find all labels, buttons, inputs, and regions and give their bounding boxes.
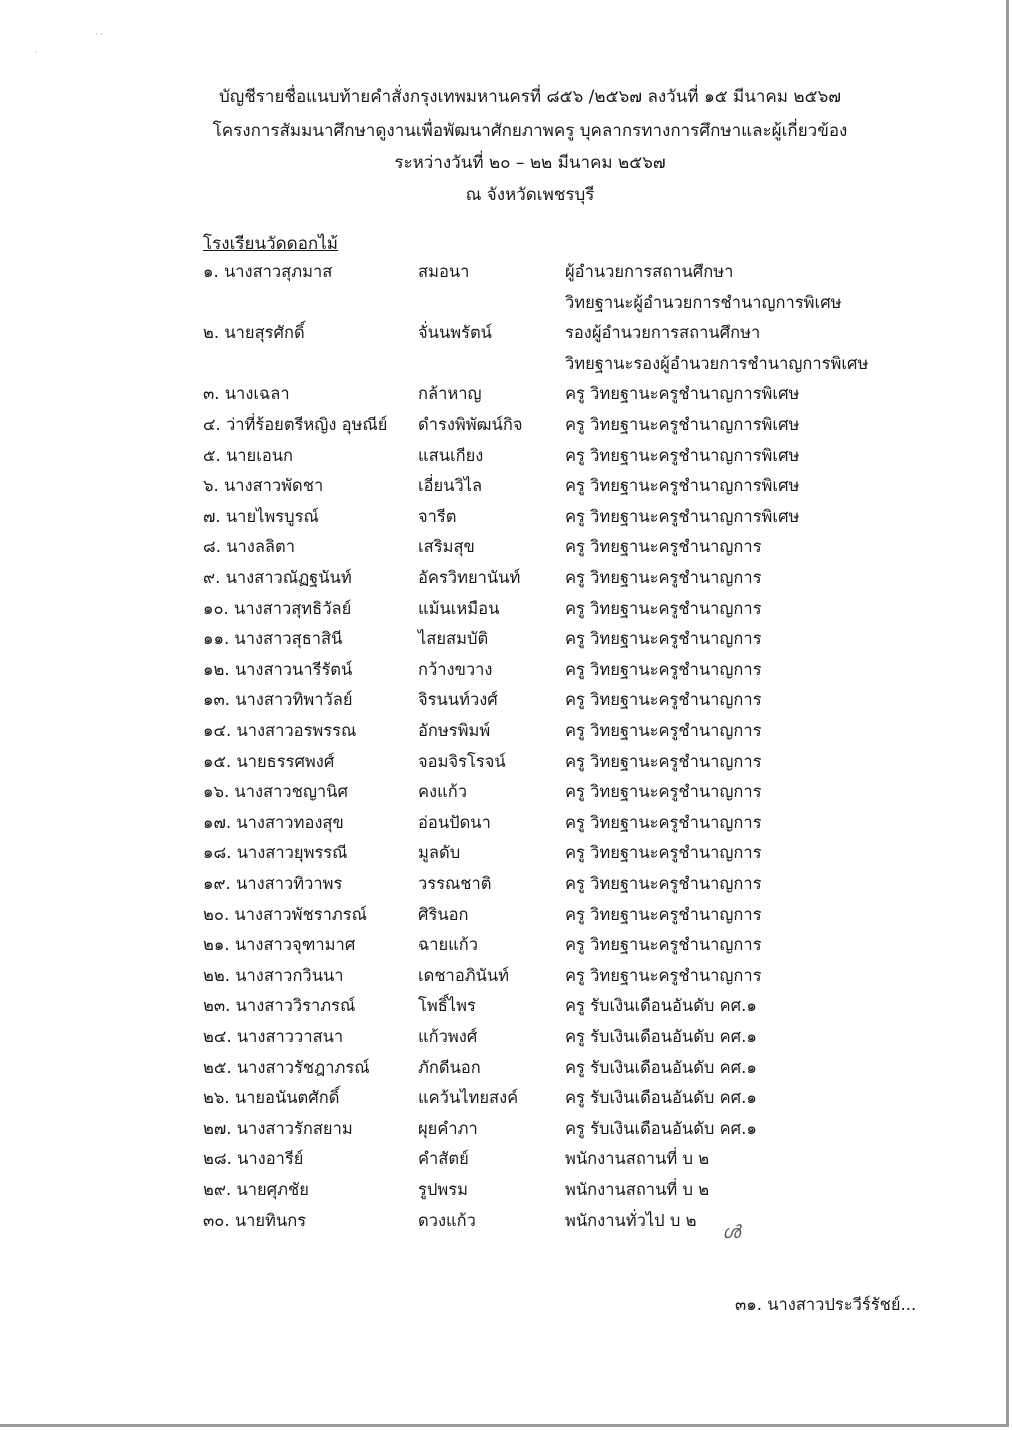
footer-continuation: ๓๑. นางสาวประวีร์รัชย์...	[735, 1295, 917, 1314]
header-line-4: ณ จังหวัดเพชรบุรี	[465, 185, 595, 205]
person-name: ๓๐. นายทินกร	[203, 1210, 307, 1230]
person-name: ๒๘. นางอารีย์	[203, 1149, 304, 1169]
person-position: ครู วิทยฐานะครูชำนาญการพิเศษ	[565, 476, 800, 496]
person-position: ครู วิทยฐานะครูชำนาญการ	[565, 690, 762, 710]
person-position: ครู วิทยฐานะครูชำนาญการ	[565, 537, 762, 557]
list-item	[0, 1179, 1006, 1209]
person-surname: คำสัตย์	[418, 1149, 469, 1169]
list-item	[0, 659, 1006, 689]
person-name: ๑๐. นางสาวสุทธิวัลย์	[203, 598, 352, 618]
person-surname: จิรนนท์วงศ์	[418, 690, 498, 710]
person-surname: อัครวิทยานันท์	[418, 568, 521, 587]
person-surname: จั่นนพรัตน์	[418, 323, 492, 343]
person-name: ๑๙. นางสาวทิวาพร	[203, 874, 343, 893]
person-position: ครู วิทยฐานะครูชำนาญการ	[565, 904, 762, 924]
person-position: ครู วิทยฐานะครูชำนาญการ	[565, 659, 762, 679]
person-surname: ดวงแก้ว	[418, 1210, 476, 1230]
person-position: ครู รับเงินเดือนอันดับ คศ.๑	[565, 996, 757, 1016]
person-surname: โพธิ์ไพร	[418, 996, 476, 1016]
person-surname: รูปพรม	[418, 1180, 468, 1199]
list-item	[0, 1087, 1006, 1117]
person-name: ๒. นายสุรศักดิ์	[203, 323, 305, 343]
list-item	[0, 934, 1006, 964]
person-name: ๑๑. นางสาวสุธาสินี	[203, 629, 343, 649]
person-position: ผู้อำนวยการสถานศึกษา	[565, 262, 734, 281]
person-position: ครู วิทยฐานะครูชำนาญการ	[565, 751, 762, 771]
person-name: ๑๘. นางสาวยุพรรณี	[203, 843, 348, 863]
list-item	[0, 445, 1006, 475]
list-item	[0, 842, 1006, 872]
person-name: ๓. นางเฉลา	[203, 384, 290, 404]
person-name: ๔. ว่าที่ร้อยตรีหญิง อุษณีย์	[203, 415, 388, 434]
list-item-continuation	[0, 292, 1006, 322]
person-name: ๒๕. นางสาวรัชฎาภรณ์	[203, 1057, 370, 1077]
person-surname: เดชาอภินันท์	[418, 965, 510, 985]
person-name: ๒๑. นางสาวจุฑามาศ	[203, 935, 356, 955]
person-position: ครู วิทยฐานะครูชำนาญการ	[565, 721, 762, 740]
initial-mark: ൾ	[722, 1222, 741, 1243]
person-position: วิทยฐานะรองผู้อำนวยการชำนาญการพิเศษ	[565, 353, 869, 373]
person-name: ๒๗. นางสาวรักสยาม	[203, 1118, 353, 1138]
person-position: วิทยฐานะผู้อำนวยการชำนาญการพิเศษ	[565, 292, 842, 312]
person-name: ๑๖. นางสาวชญานิศ	[203, 782, 348, 802]
person-position: รองผู้อำนวยการสถานศึกษา	[565, 323, 761, 343]
list-item	[0, 567, 1006, 597]
person-surname: อักษรพิมพ์	[418, 721, 491, 740]
list-item	[0, 322, 1006, 352]
person-position: ครู วิทยฐานะครูชำนาญการ	[565, 568, 762, 587]
person-position: ครู รับเงินเดือนอันดับ คศ.๑	[565, 1057, 757, 1077]
scan-speck: · ·	[95, 30, 103, 39]
person-name: ๑๓. นางสาวทิพาวัลย์	[203, 690, 353, 710]
person-position: ครู วิทยฐานะครูชำนาญการ	[565, 843, 762, 863]
person-name: ๙. นางสาวณัฏฐนันท์	[203, 568, 352, 587]
list-item	[0, 1026, 1006, 1056]
person-position: ครู วิทยฐานะครูชำนาญการ	[565, 629, 762, 649]
person-position: ครู วิทยฐานะครูชำนาญการ	[565, 965, 762, 985]
person-name: ๒๓. นางสาววิราภรณ์	[203, 996, 356, 1016]
person-surname: แสนเกียง	[418, 445, 484, 465]
list-item	[0, 1210, 1006, 1240]
person-name: ๒๙. นายศุภชัย	[203, 1180, 309, 1199]
person-surname: ดำรงพิพัฒน์กิจ	[418, 415, 523, 434]
list-item	[0, 1057, 1006, 1087]
person-name: ๑๔. นางสาวอรพรรณ	[203, 721, 357, 740]
list-item	[0, 598, 1006, 628]
list-item	[0, 873, 1006, 903]
person-surname: อ่อนปัดนา	[418, 812, 491, 832]
person-surname: แก้วพงศ์	[418, 1027, 478, 1046]
person-name: ๑๗. นางสาวทองสุข	[203, 812, 344, 832]
person-position: ครู วิทยฐานะครูชำนาญการ	[565, 874, 762, 893]
person-surname: ไสยสมบัติ	[418, 629, 489, 649]
header-line-3: ระหว่างวันที่ ๒๐ – ๒๒ มีนาคม ๒๕๖๗	[394, 153, 666, 173]
person-surname: กว้างขวาง	[418, 659, 493, 679]
list-item	[0, 1148, 1006, 1178]
list-item	[0, 720, 1006, 750]
person-position: ครู รับเงินเดือนอันดับ คศ.๑	[565, 1118, 757, 1138]
person-name: ๑. นางสาวสุภมาส	[203, 262, 333, 281]
person-surname: มูลดับ	[418, 843, 461, 863]
list-item	[0, 1118, 1006, 1148]
person-name: ๗. นายไพรบูรณ์	[203, 506, 319, 526]
person-surname: แคว้นไทยสงค์	[418, 1088, 519, 1108]
list-item	[0, 751, 1006, 781]
list-item	[0, 812, 1006, 842]
person-position: พนักงานทั่วไป บ ๒	[565, 1210, 697, 1230]
person-position: ครู วิทยฐานะครูชำนาญการ	[565, 598, 762, 618]
list-item	[0, 904, 1006, 934]
list-item	[0, 475, 1006, 505]
person-name: ๕. นายเอนก	[203, 445, 294, 465]
person-surname: เอี่ยนวิไล	[418, 476, 483, 496]
person-position: ครู วิทยฐานะครูชำนาญการ	[565, 812, 762, 832]
person-name: ๖. นางสาวพัดชา	[203, 476, 324, 496]
list-item	[0, 383, 1006, 413]
list-item	[0, 506, 1006, 536]
person-position: ครู รับเงินเดือนอันดับ คศ.๑	[565, 1027, 757, 1046]
person-surname: ฉายแก้ว	[418, 935, 479, 955]
person-surname: กล้าหาญ	[418, 384, 482, 404]
person-surname: ภักดีนอก	[418, 1057, 481, 1077]
list-item-continuation	[0, 353, 1006, 383]
person-surname: เสริมสุข	[418, 537, 475, 557]
person-position: ครู วิทยฐานะครูชำนาญการพิเศษ	[565, 384, 800, 404]
scan-speck: ·	[35, 48, 38, 57]
person-position: ครู วิทยฐานะครูชำนาญการพิเศษ	[565, 415, 800, 434]
person-surname: ศิรินอก	[418, 904, 469, 924]
person-name: ๑๕. นายธรรศพงศ์	[203, 751, 335, 771]
section-title: โรงเรียนวัดดอกไม้	[203, 234, 338, 254]
header-line-1: บัญชีรายชื่อแนบท้ายคำสั่งกรุงเทพมหานครที่ ๘๕๖ /๒๕๖๗ ลงวันที่ ๑๕ มีนาคม ๒๕๖๗	[218, 87, 842, 107]
list-item	[0, 781, 1006, 811]
person-name: ๑๒. นางสาวนารีรัตน์	[203, 659, 353, 679]
list-item	[0, 995, 1006, 1025]
person-surname: จอมจิรโรจน์	[418, 751, 506, 771]
person-position: ครู วิทยฐานะครูชำนาญการพิเศษ	[565, 506, 800, 526]
list-item	[0, 414, 1006, 444]
list-item	[0, 965, 1006, 995]
person-name: ๒๒. นางสาวกวินนา	[203, 965, 344, 985]
list-item	[0, 536, 1006, 566]
header-line-2: โครงการสัมมนาศึกษาดูงานเพื่อพัฒนาศักยภาพครู บุคลากรทางการศึกษาและผู้เกี่ยวข้อง	[212, 121, 848, 141]
person-position: ครู รับเงินเดือนอันดับ คศ.๑	[565, 1088, 757, 1108]
person-surname: คงแก้ว	[418, 782, 467, 802]
list-item	[0, 689, 1006, 719]
person-surname: วรรณชาติ	[418, 874, 492, 893]
person-surname: แม้นเหมือน	[418, 598, 500, 618]
person-surname: สมอนา	[418, 262, 470, 281]
list-item	[0, 261, 1006, 291]
person-surname: จารีต	[418, 506, 457, 526]
list-item	[0, 628, 1006, 658]
person-name: ๒๐. นางสาวพัชราภรณ์	[203, 904, 367, 924]
person-surname: ผุยคำภา	[418, 1118, 478, 1138]
person-position: พนักงานสถานที่ บ ๒	[565, 1149, 710, 1169]
person-position: ครู วิทยฐานะครูชำนาญการ	[565, 782, 762, 802]
person-name: ๒๔. นางสาววาสนา	[203, 1027, 344, 1046]
person-name: ๒๖. นายอนันตศักดิ์	[203, 1088, 340, 1108]
person-position: ครู วิทยฐานะครูชำนาญการ	[565, 935, 762, 955]
person-position: พนักงานสถานที่ บ ๒	[565, 1180, 710, 1199]
person-position: ครู วิทยฐานะครูชำนาญการพิเศษ	[565, 445, 800, 465]
person-name: ๘. นางลลิตา	[203, 537, 296, 557]
